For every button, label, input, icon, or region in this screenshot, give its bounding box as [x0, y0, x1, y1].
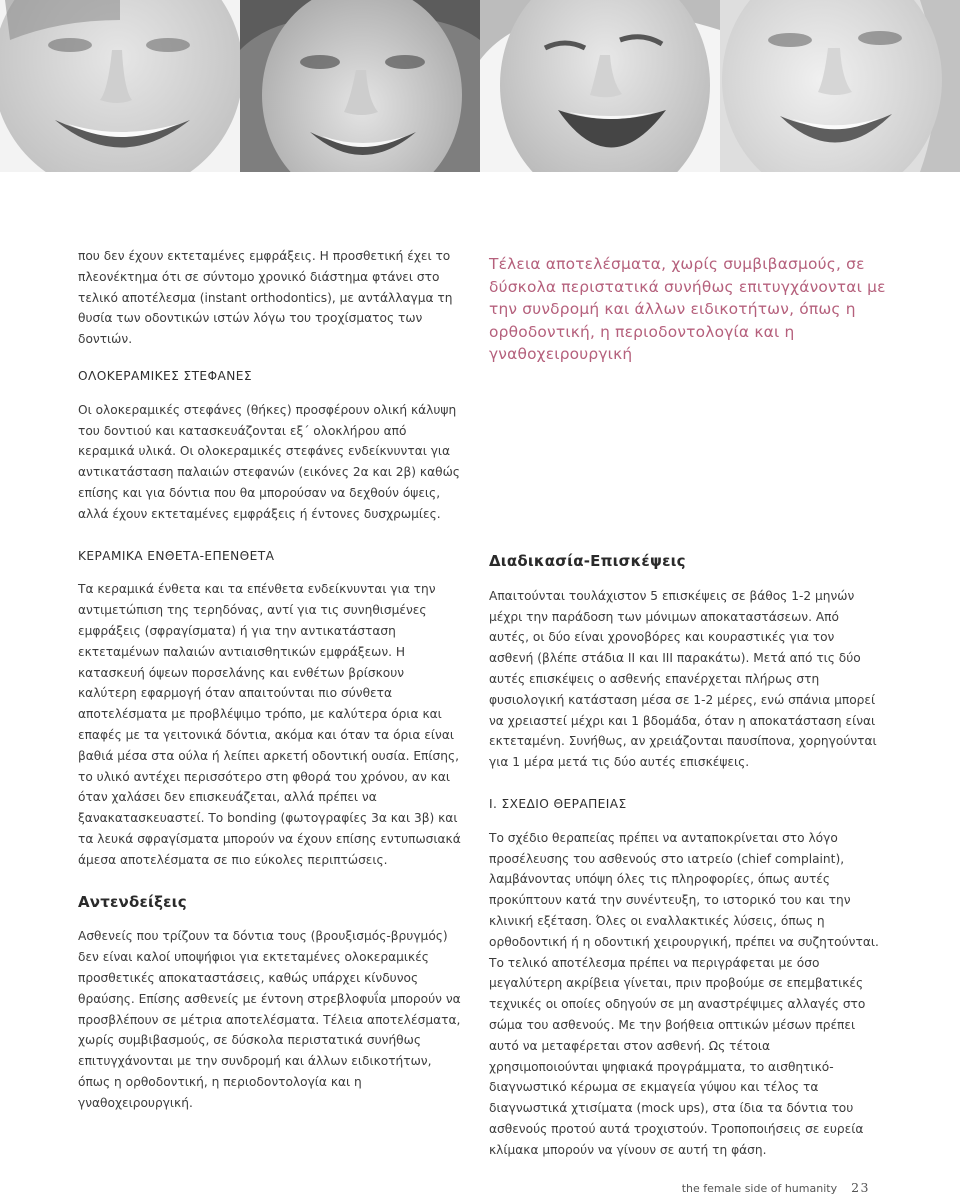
section-heading-contraindications: Αντενδείξεις: [78, 892, 187, 911]
smiling-blonde-woman-photo: [720, 0, 960, 172]
page-footer: [682, 1180, 870, 1195]
smiling-man-photo: [0, 0, 240, 172]
ceramic-inlays-paragraph: Τα κεραμικά ένθετα και τα επένθετα ενδείκνυνται για την αντιμετώπιση της τερηδόνας, αντί για τις συνηθισμένες εμφράξεις (σφραγίσματα) ή για την αντικατάσταση εκτεταμένων παλαιών αντιαισθητικών εμφράξεων. Η κατασκευή όψεων πορσελάνης και ενθέτων βρίσκουν καλύτερη εφαρμογή όταν απαιτούνται πιο σύνθετα αποτελέσματα με προβλέψιμο τρόπο, με καλύτερα όρια και επαφές με τα γειτονικά δόντια, ακόμα και όταν τα όρια είναι βαθιά μέσα στα ούλα ή λείπει αρκετή οδοντική ουσία. Επίσης, το υλικό αντέχει περισσότερο στη φθορά του χρόνου, αν και όταν χαλάσει δεν επισκευάζεται, αλλά πρέπει να ξανακατασκευαστεί. Το bonding (φωτογραφίες 3α και 3β) και τα λευκά σφραγίσματα μπορούν να έχουν επίσης εντυπωσιακά άμεσα αποτελέσματα σε πιο εύκολες περιπτώσεις.: [78, 582, 461, 867]
section-heading-procedure-visits: Διαδικασία-Επισκέψεις: [489, 552, 686, 570]
page-number: 23: [851, 1180, 870, 1195]
procedure-visits-paragraph: Απαιτούνται τουλάχιστον 5 επισκέψεις σε βάθος 1-2 μηνών μέχρι την παράδοση των μόνιμων αποκαταστάσεων. Από αυτές, οι δύο είναι χρονοβόρες και κουραστικές για τον ασθενή (βλέπε στάδια ΙΙ και ΙΙΙ παρακάτω). Μετά από τις δύο αυτές επισκέψεις ο ασθενής επανέρχεται πλήρως στη φυσιολογική κατάσταση μέσα σε 1-2 μέρες, ενώ σπάνια μπορεί να χρειαστεί μέχρι και 1 βδομάδα, όταν η αποκατάσταση είναι εκτεταμένη. Συνήθως, αν χρειάζονται παυσίπονα, χορηγούνται για 1 μέρα μετά τις δύο αυτές επισκέψεις.: [489, 588, 877, 770]
footer-tagline: the female side of humanity: [681, 1182, 838, 1195]
contraindications-paragraph: Ασθενείς που τρίζουν τα δόντια τους (βρουξισμός-βρυγμός) δεν είναι καλοί υποψήφιοι για εκτεταμένες ολοκεραμικές προσθετικές αποκαταστάσεις, καθώς υπάρχει κίνδυνος θραύσης. Επίσης ασθενείς με έντονη στρεβλοφυΐα μπορούν να προσβλέπουν σε μέτρια αποτελέσματα. Τέλεια αποτελέσματα, χωρίς συμβιβασμούς, σε δύσκολα περιστατικά συνήθως επιτυγχάνονται με την συνδρομή και άλλων ειδικοτήτων, όπως η ορθοδοντική, η περιοδοντολογία και η γναθοχειρουργική.: [78, 929, 461, 1110]
laughing-woman-photo: [480, 0, 720, 172]
section-heading-ceramic-inlays: ΚΕΡΑΜΙΚΑ ΕΝΘΕΤΑ-ΕΠΕΝΘΕΤΑ: [78, 548, 275, 563]
header-photo-strip: [0, 0, 960, 172]
intro-paragraph: που δεν έχουν εκτεταμένες εμφράξεις. Η προσθετική έχει το πλεονέκτημα ότι σε σύντομο χρονικό διάστημα φτάνει στο τελικό αποτέλεσμα (instant orthodontics), με αντάλλαγμα τη θυσία των οδοντικών ιστών λόγω του τροχίσματος των δοντιών.: [78, 249, 453, 347]
section-heading-treatment-plan: Ι. ΣΧΕΔΙΟ ΘΕΡΑΠΕΙΑΣ: [489, 796, 627, 811]
pull-quote: Τέλεια αποτελέσματα, χωρίς συμβιβασμούς, σε δύσκολα περιστατικά συνήθως επιτυγχάνονται με την συνδρομή και άλλων ειδικοτήτων, όπως η ορθοδοντική, η περιοδοντολογία και η γναθοχειρουργική: [489, 255, 886, 364]
treatment-plan-paragraph: Το σχέδιο θεραπείας πρέπει να ανταποκρίνεται στο λόγο προσέλευσης του ασθενούς στο ιατρείο (chief complaint), λαμβάνοντας υπόψη όλες τις πληροφορίες, όπως αυτές προκύπτουν κατά την συνέντευξη, το ιστορικό του και την κλινική εξέταση. Όλες οι εναλλακτικές λύσεις, όπως η ορθοδοντική ή η οδοντική χειρουργική, πρέπει να συζητούνται. Το τελικό αποτέλεσμα πρέπει να περιγράφεται με όσο μεγαλύτερη ακρίβεια γίνεται, πριν προβούμε σε επεμβατικές τεχνικές οι οποίες οδηγούν σε μη αναστρέψιμες αλλαγές στο σώμα του ασθενούς. Με την βοήθεια οπτικών μέσων πρέπει αυτό να μεταφέρεται στον ασθενή. Ως τέτοια χρησιμοποιούνται ψηφιακά προγράμματα, το αισθητικό-διαγνωστικό κέρωμα σε εκμαγεία γύψου και τέλος τα διαγνωστικά χτισίματα (mock ups), στα ίδια τα δόντια του ασθενούς προτού αυτά τροχιστούν. Τροποποιήσεις σε ευρεία κλίμακα μπορούν να γίνουν σε αυτή τη φάση.: [489, 830, 879, 1157]
all-ceramic-crowns-paragraph: Οι ολοκεραμικές στεφάνες (θήκες) προσφέρουν ολική κάλυψη του δοντιού και κατασκευάζονται εξ΄ ολοκλήρου από κεραμικά υλικά. Οι ολοκεραμικές στεφάνες ενδείκνυνται για αντικατάσταση παλαιών στεφανών (εικόνες 2α και 2β) καθώς επίσης και για δόντια που θα μπορούσαν να δεχθούν όψεις, αλλά έχουν εκτεταμένες εμφράξεις ή έντονες δυσχρωμίες.: [78, 402, 460, 521]
right-column: [489, 551, 881, 1161]
section-heading-all-ceramic-crowns: ΟΛΟΚΕΡΑΜΙΚΕΣ ΣΤΕΦΑΝΕΣ: [78, 368, 252, 383]
smiling-woman-photo: [240, 0, 480, 172]
left-column: [78, 246, 462, 1113]
